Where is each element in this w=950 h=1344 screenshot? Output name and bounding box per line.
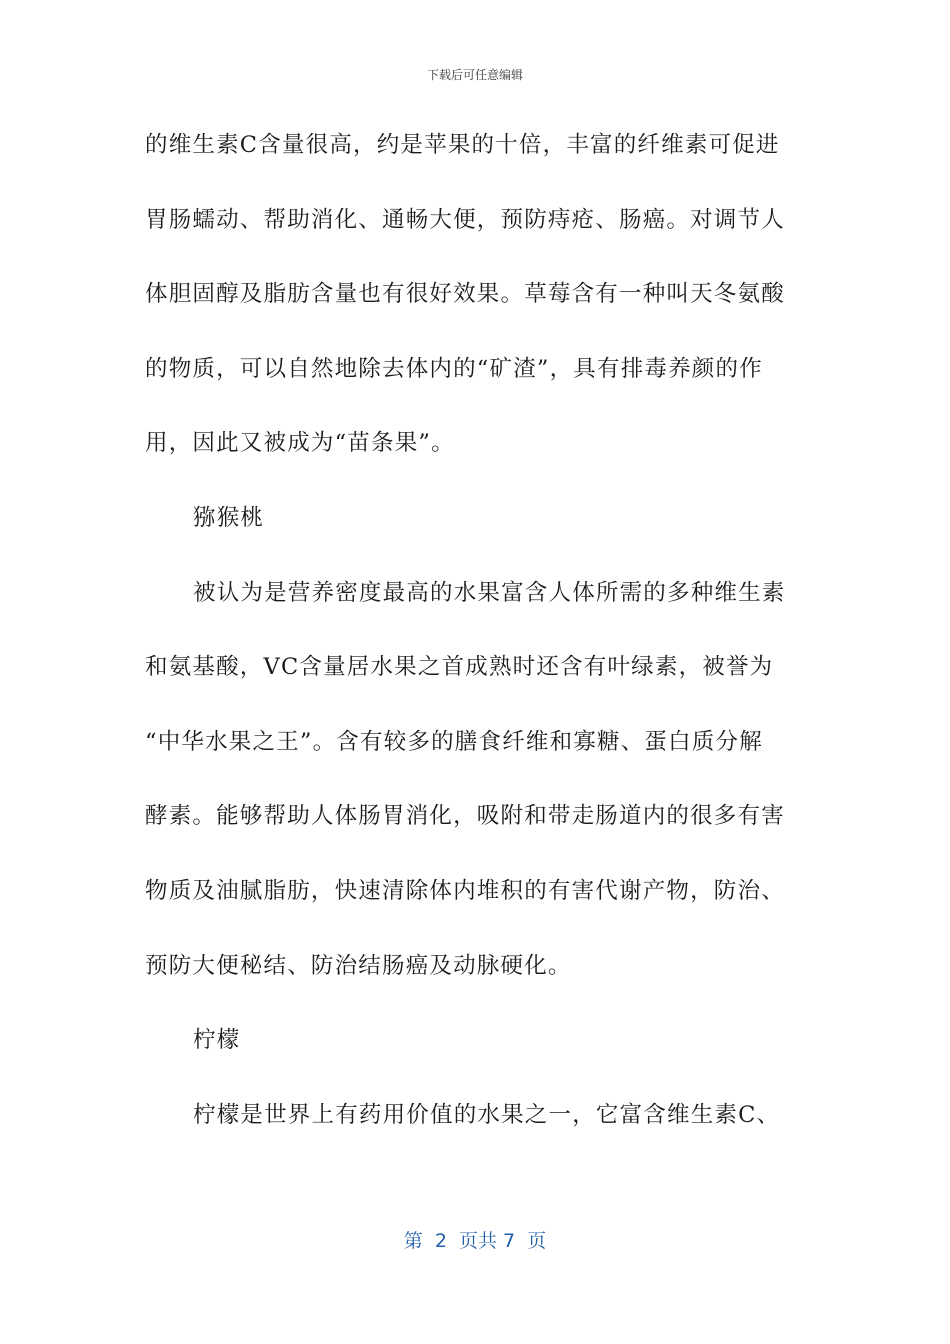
document-body (145, 120, 795, 1164)
header-note: 下载后可任意编辑 (426, 68, 523, 82)
text-line: 的维生素C含量很高，约是苹果的十倍，丰富的纤维素可促进 (145, 132, 780, 158)
text-line: 预防大便秘结、防治结肠癌及动脉硬化。 (145, 952, 572, 979)
section-heading-kiwi: 猕猴桃 (193, 504, 265, 531)
text-line: 被认为是营养密度最高的水果富含人体所需的多种维生素 (193, 579, 786, 606)
text-line: 柠檬是世界上有药用价值的水果之一，它富含维生素C、 (193, 1101, 781, 1128)
text-line: 胃肠蠕动、帮助消化、通畅大便，预防痔疮、肠癌。对调节人 (145, 206, 785, 233)
section-heading-lemon: 柠檬 (193, 1027, 241, 1054)
page-number: 第 2 页共 7 页 (403, 1230, 547, 1252)
text-line: “中华水果之王”。含有较多的膳食纤维和寡糖、蛋白质分解 (145, 728, 763, 755)
text-line: 用，因此又被成为“苗条果”。 (145, 430, 455, 457)
text-line: 和氨基酸，VC含量居水果之首成熟时还含有叶绿素，被誉为 (145, 654, 774, 681)
text-line: 酵素。能够帮助人体肠胃消化，吸附和带走肠道内的很多有害 (145, 803, 785, 830)
text-line: 的物质，可以自然地除去体内的“矿渣”，具有排毒养颜的作 (145, 355, 763, 382)
text-line: 物质及油腻脂肪，快速清除体内堆积的有害代谢产物，防治、 (145, 877, 785, 904)
text-line: 体胆固醇及脂肪含量也有很好效果。草莓含有一种叫天冬氨酸 (145, 281, 785, 308)
